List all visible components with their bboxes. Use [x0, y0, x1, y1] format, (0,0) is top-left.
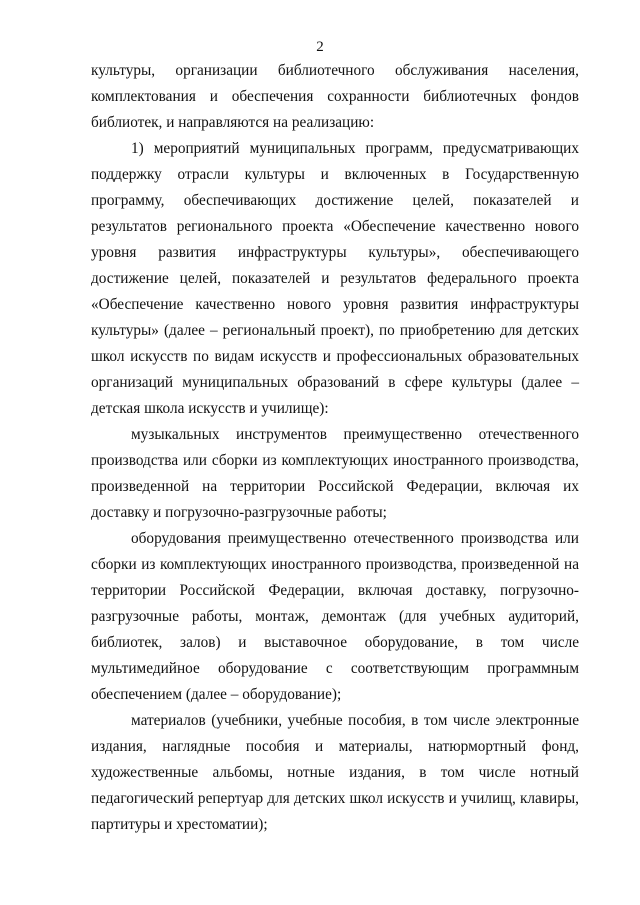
- paragraph-item-1-municipal-programs: 1) мероприятий муниципальных программ, предусматривающих поддержку отрасли культуры и включенных в Государственную программу, обеспечивающих достижение целей, показателей и результатов регионального проекта «Обеспечение качественно нового уровня развития инфраструктуры культуры», обеспечивающего достижение целей, показателей и результатов федерального проекта «Обеспечение качественно нового уровня развития инфраструктуры культуры» (далее – региональный проект), по приобретению для детских школ искусств по видам искусств и профессиональных образовательных организаций муниципальных образований в сфере культуры (далее – детская школа искусств и училище):: [91, 140, 579, 417]
- paragraph-intro-continuation: культуры, организации библиотечного обслуживания населения, комплектования и обеспечения сохранности библиотечных фондов библиотек, и направляются на реализацию:: [91, 62, 579, 131]
- paragraph-musical-instruments: музыкальных инструментов преимущественно отечественного производства или сборки из комплектующих иностранного производства, произведенной на территории Российской Федерации, включая их доставку и погрузочно-разгрузочные работы;: [91, 426, 579, 521]
- page-number: 2: [316, 39, 324, 55]
- paragraph-equipment: оборудования преимущественно отечественного производства или сборки из комплектующих иностранного производства, произведенной на территории Российской Федерации, включая доставку, погрузочно-разгрузочные работы, монтаж, демонтаж (для учебных аудиторий, библиотек, залов) и выставочное оборудование, в том числе мультимедийное оборудование с соответствующим программным обеспечением (далее – оборудование);: [91, 530, 579, 703]
- paragraph-materials: материалов (учебники, учебные пособия, в том числе электронные издания, наглядные пособия и материалы, натюрмортный фонд, художественные альбомы, нотные издания, в том числе нотный педагогический репертуар для детских школ искусств и училищ, клавиры, партитуры и хрестоматии);: [91, 712, 579, 833]
- document-body: [91, 58, 579, 838]
